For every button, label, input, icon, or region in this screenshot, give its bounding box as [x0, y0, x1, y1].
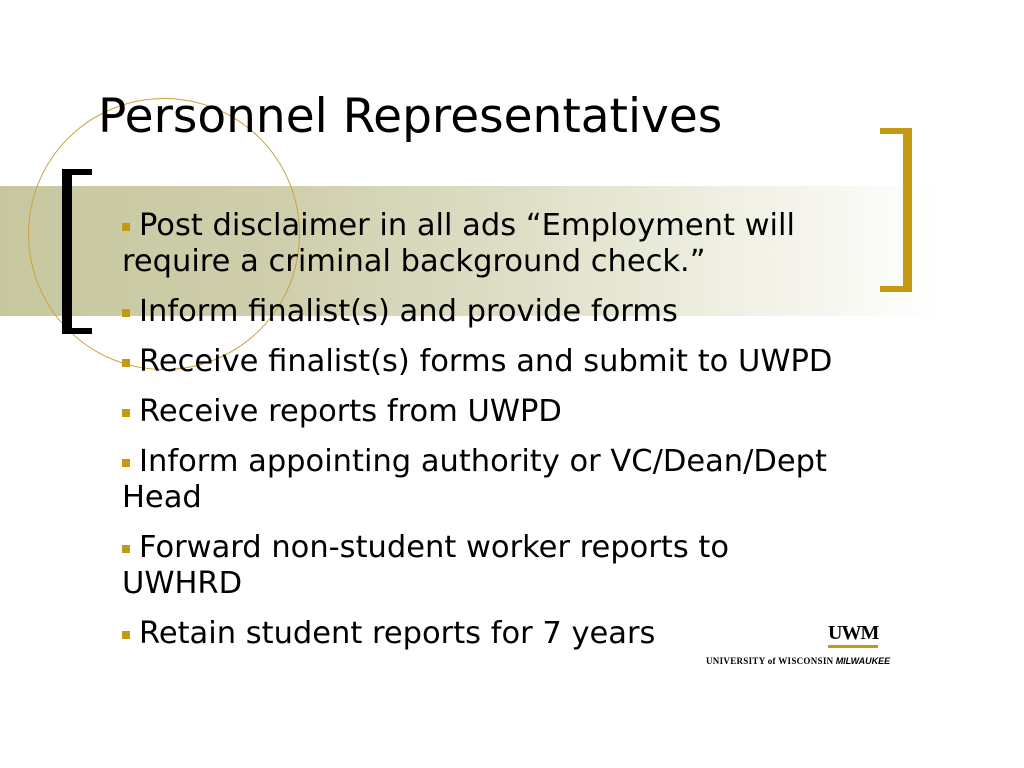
- bullet-item: [122, 394, 852, 430]
- uwm-logo: [706, 622, 910, 672]
- bullet-text: Inform finalist(s) and provide forms: [139, 294, 678, 329]
- right-bracket-icon: [880, 128, 912, 292]
- bullet-text: Receive finalist(s) forms and submit to UWPD: [139, 344, 833, 379]
- bullet-item: [122, 208, 852, 280]
- square-bullet-icon: [122, 459, 130, 467]
- bullet-text: Retain student reports for 7 years: [139, 616, 656, 651]
- bullet-list: [122, 208, 852, 666]
- bullet-item: [122, 344, 852, 380]
- logo-university: UNIVERSITY of WISCONSIN: [706, 656, 834, 666]
- square-bullet-icon: [122, 545, 130, 553]
- bullet-text: Receive reports from UWPD: [139, 394, 562, 429]
- bullet-text: Post disclaimer in all ads “Employment will require a criminal background check.”: [122, 208, 795, 279]
- bullet-text: Inform appointing authority or VC/Dean/Dept Head: [122, 444, 827, 515]
- bullet-item: [122, 294, 852, 330]
- square-bullet-icon: [122, 409, 130, 417]
- left-bracket-icon: [62, 169, 92, 334]
- square-bullet-icon: [122, 631, 130, 639]
- square-bullet-icon: [122, 309, 130, 317]
- bullet-item: [122, 530, 852, 602]
- slide-title: Personnel Representatives: [98, 89, 723, 144]
- bullet-text: Forward non-student worker reports to UWHRD: [122, 530, 730, 601]
- bullet-item: [122, 444, 852, 516]
- square-bullet-icon: [122, 359, 130, 367]
- logo-campus: MILWAUKEE: [835, 656, 891, 666]
- logo-mark: UWM: [828, 622, 878, 648]
- square-bullet-icon: [122, 223, 130, 231]
- logo-wordmark: [706, 655, 890, 667]
